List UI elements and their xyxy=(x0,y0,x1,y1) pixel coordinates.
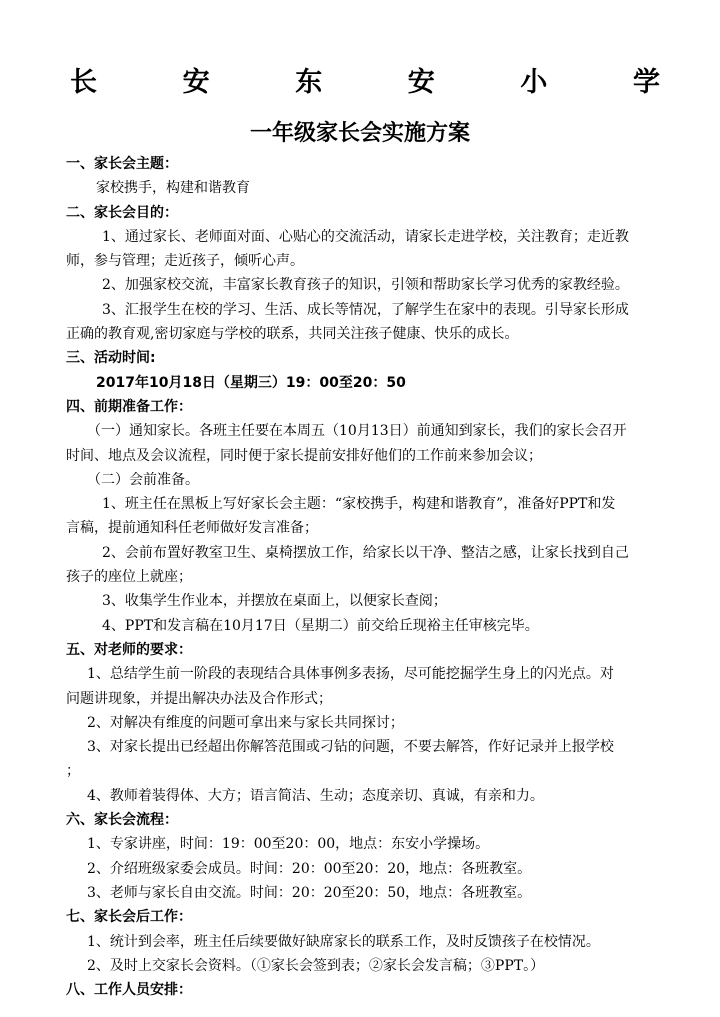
section-heading: 一、家长会主题： xyxy=(66,156,178,172)
paragraph-line: 1、班主任在黑板上写好家长会主题：“家校携手，构建和谐教育”，准备好PPT和发 xyxy=(102,496,616,513)
paragraph-line: 正确的教育观,密切家庭与学校的联系，共同关注孩子健康、快乐的成长。 xyxy=(66,326,519,343)
paragraph-line: 1、通过家长、老师面对面、心贴心的交流活动，请家长走进学校，关注教育；走近教 xyxy=(102,228,629,245)
paragraph-line: 问题讲现象，并提出解决办法及合作形式； xyxy=(66,690,332,707)
paragraph-line: 2、加强家校交流，丰富家长教育孩子的知识，引领和帮助家长学习优秀的家教经验。 xyxy=(102,277,629,294)
school-name-char: 长 xyxy=(70,67,97,98)
paragraph-line: 3、汇报学生在校的学习、生活、成长等情况，了解学生在家中的表现。引导家长形成 xyxy=(102,301,629,318)
section-heading: 六、家长会流程： xyxy=(66,812,178,829)
paragraph-line: 1、统计到会率，班主任后续要做好缺席家长的联系工作，及时反馈孩子在校情况。 xyxy=(87,933,600,950)
school-name-char: 安 xyxy=(407,67,435,98)
paragraph-line: 4、PPT和发言稿在10月17日（星期二）前交给丘现裕主任审核完毕。 xyxy=(102,617,539,634)
school-name xyxy=(70,60,660,99)
paragraph-line: 家校携手，构建和谐教育 xyxy=(96,180,250,197)
section-heading: 二、家长会目的： xyxy=(66,204,178,221)
paragraph-line: 2、介绍班级家委会成员。时间：20：00至20：20，地点：各班教室。 xyxy=(87,860,532,877)
paragraph-line: 3、收集学生作业本，并摆放在桌面上，以便家长查阅； xyxy=(102,593,447,610)
paragraph-line: 师，参与管理；走近孩子，倾听心声。 xyxy=(66,253,304,270)
paragraph-line: 1、总结学生前一阶段的表现结合具体事例多表扬，尽可能挖掘学生身上的闪光点。对 xyxy=(87,666,614,683)
school-name-char: 学 xyxy=(632,67,660,98)
paragraph-line: 2、对解决有维度的问题可拿出来与家长共同探讨； xyxy=(87,714,404,731)
section-heading: 三、活动时间: xyxy=(66,350,156,367)
section-heading: 七、家长会后工作： xyxy=(66,909,192,926)
school-name-char: 安 xyxy=(182,67,210,98)
paragraph-line: 1、专家讲座，时间：19：00至20：00，地点：东安小学操场。 xyxy=(87,836,490,853)
paragraph-line: （二）会前准备。 xyxy=(87,471,199,488)
paragraph-line: 时间、地点及会议流程，同时便于家长提前安排好他们的工作前来参加会议； xyxy=(66,447,542,464)
school-name-char: 东 xyxy=(295,67,323,98)
section-heading: 五、对老师的要求： xyxy=(66,641,192,658)
document-title: 一年级家长会实施方案 xyxy=(249,121,470,146)
paragraph-line: 孩子的座位上就座； xyxy=(66,569,192,586)
paragraph-line: 3、对家长提出已经超出你解答范围或刁钻的问题，不要去解答，作好记录并上报学校 xyxy=(87,739,614,756)
paragraph-line: 4、教师着装得体、大方；语言简洁、生动；态度亲切、真诚，有亲和力。 xyxy=(87,787,544,804)
school-name-char: 小 xyxy=(520,67,548,98)
paragraph-line: 2017年10月18日（星期三）19：00至20：50 xyxy=(96,374,406,391)
section-heading: 四、前期准备工作： xyxy=(66,398,192,415)
paragraph-line: 2、会前布置好教室卫生、桌椅摆放工作，给家长以干净、整洁之感，让家长找到自己 xyxy=(102,544,629,561)
paragraph-line: 3、老师与家长自由交流。时间：20：20至20：50，地点：各班教室。 xyxy=(87,884,532,901)
paragraph-line: 2、及时上交家长会资料。（①家长会签到表；②家长会发言稿；③PPT。） xyxy=(87,957,545,974)
section-heading: 八、工作人员安排： xyxy=(66,982,192,999)
document-body xyxy=(66,152,660,1002)
paragraph-line: ； xyxy=(66,763,80,780)
paragraph-line: （一）通知家长。各班主任要在本周五（10月13日）前通知到家长，我们的家长会召开 xyxy=(87,423,627,440)
paragraph-line: 言稿，提前通知科任老师做好发言准备； xyxy=(66,520,318,537)
